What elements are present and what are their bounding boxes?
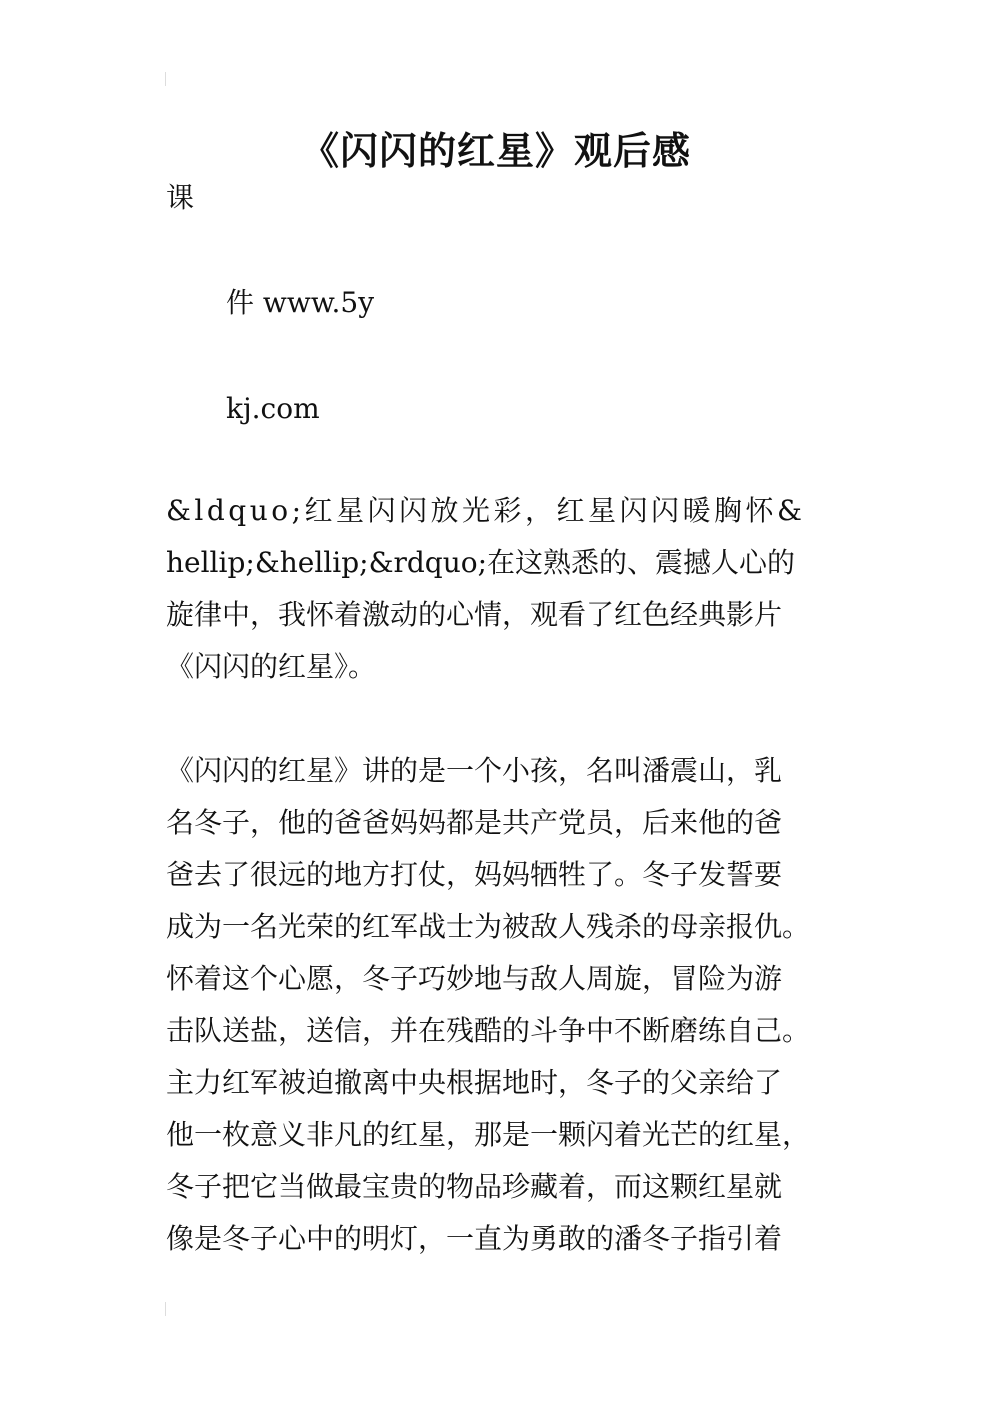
source-line: 件 www.5y <box>226 286 375 319</box>
text-line: &ldquo;红星闪闪放光彩，红星闪闪暖胸怀& <box>166 494 806 527</box>
page-corner-mark <box>165 72 166 86</box>
text-line: 名冬子，他的爸爸妈妈都是共产党员，后来他的爸 <box>166 806 783 839</box>
source-line: kj.com <box>226 392 320 425</box>
text-line: 《闪闪的红星》。 <box>166 650 377 683</box>
text-line: 爸去了很远的地方打仗，妈妈牺牲了。冬子发誓要 <box>166 858 783 891</box>
page-title: 《闪闪的红星》观后感 <box>300 129 691 173</box>
page-corner-mark <box>165 1302 166 1316</box>
text-line: 像是冬子心中的明灯，一直为勇敢的潘冬子指引着 <box>166 1222 783 1255</box>
text-line: 旋律中，我怀着激动的心情，观看了红色经典影片 <box>166 598 783 631</box>
text-line: 他一枚意义非凡的红星，那是一颗闪着光芒的红星， <box>166 1118 811 1151</box>
text-line: 《闪闪的红星》讲的是一个小孩，名叫潘震山，乳 <box>166 754 783 787</box>
text-line: 击队送盐，送信，并在残酷的斗争中不断磨练自己。 <box>166 1014 811 1047</box>
text-line: 怀着这个心愿，冬子巧妙地与敌人周旋，冒险为游 <box>166 962 783 995</box>
text-line: hellip;&hellip;&rdquo;在这熟悉的、震撼人心的 <box>166 546 796 579</box>
source-line: 课 <box>166 181 195 214</box>
text-line: 冬子把它当做最宝贵的物品珍藏着，而这颗红星就 <box>166 1170 783 1203</box>
text-line: 成为一名光荣的红军战士为被敌人残杀的母亲报仇。 <box>166 910 811 943</box>
text-line: 主力红军被迫撤离中央根据地时，冬子的父亲给了 <box>166 1066 783 1099</box>
